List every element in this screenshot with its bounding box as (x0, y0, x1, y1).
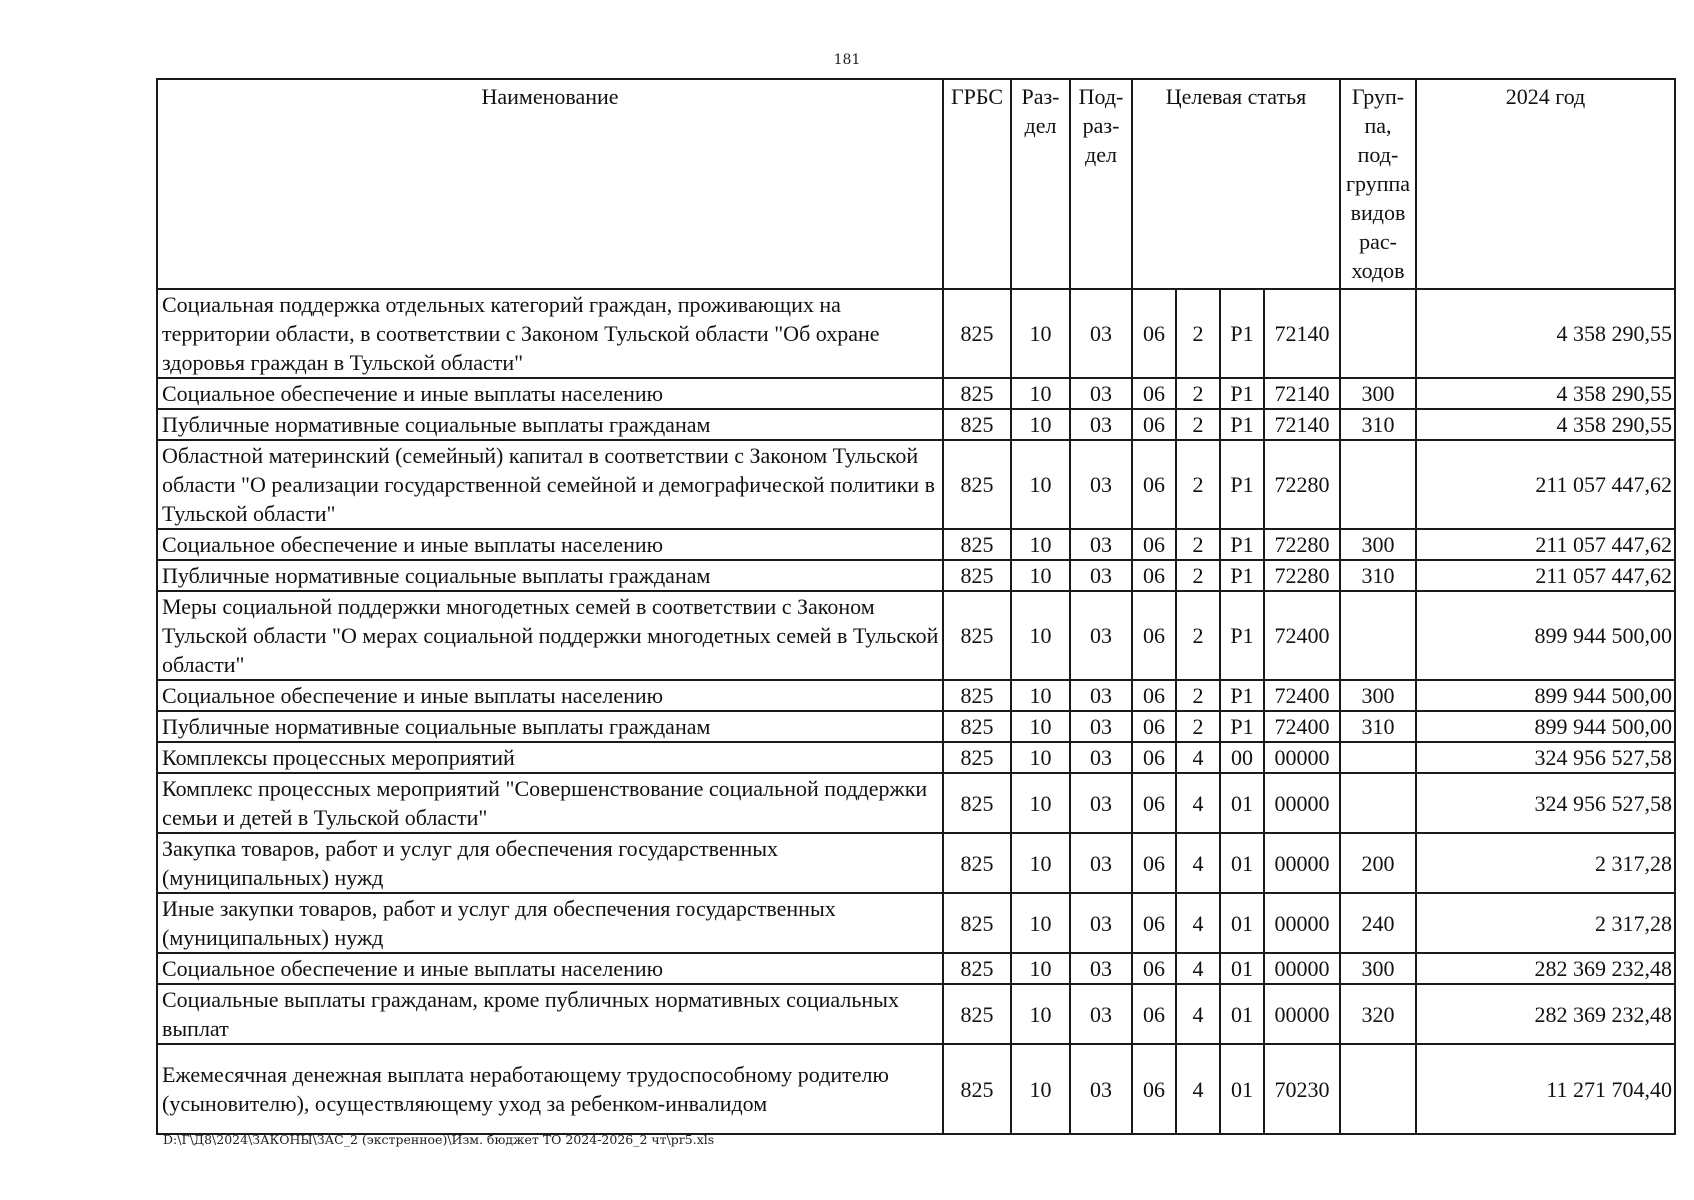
cell-amount: 324 956 527,58 (1416, 773, 1675, 833)
cell-t3: Р1 (1220, 560, 1264, 591)
cell-razdel: 10 (1011, 742, 1070, 773)
cell-t4: 70230 (1264, 1044, 1340, 1134)
table-row (157, 409, 1675, 440)
cell-t2: 4 (1176, 833, 1220, 893)
cell-group (1340, 773, 1416, 833)
cell-grbs: 825 (943, 289, 1011, 378)
cell-t3: 01 (1220, 984, 1264, 1044)
cell-podrazdel: 03 (1070, 1044, 1132, 1134)
table-body (157, 289, 1675, 1134)
cell-name: Комплексы процессных мероприятий (157, 742, 943, 773)
cell-grbs: 825 (943, 409, 1011, 440)
cell-t3: Р1 (1220, 289, 1264, 378)
cell-podrazdel: 03 (1070, 773, 1132, 833)
cell-t1: 06 (1132, 773, 1176, 833)
cell-t4: 72280 (1264, 529, 1340, 560)
header-podrazdel: Под- раз- дел (1070, 79, 1132, 289)
cell-grbs: 825 (943, 742, 1011, 773)
cell-podrazdel: 03 (1070, 984, 1132, 1044)
cell-razdel: 10 (1011, 409, 1070, 440)
table-row (157, 742, 1675, 773)
cell-grbs: 825 (943, 833, 1011, 893)
cell-group (1340, 289, 1416, 378)
cell-t4: 00000 (1264, 893, 1340, 953)
cell-amount: 4 358 290,55 (1416, 289, 1675, 378)
cell-t2: 2 (1176, 440, 1220, 529)
cell-t1: 06 (1132, 680, 1176, 711)
cell-t3: Р1 (1220, 440, 1264, 529)
cell-razdel: 10 (1011, 953, 1070, 984)
table-row (157, 984, 1675, 1044)
cell-t2: 4 (1176, 1044, 1220, 1134)
cell-name: Социальное обеспечение и иные выплаты населению (157, 378, 943, 409)
cell-amount: 2 317,28 (1416, 893, 1675, 953)
cell-name: Публичные нормативные социальные выплаты гражданам (157, 711, 943, 742)
cell-name: Социальное обеспечение и иные выплаты населению (157, 953, 943, 984)
cell-podrazdel: 03 (1070, 591, 1132, 680)
cell-t2: 2 (1176, 529, 1220, 560)
cell-t4: 00000 (1264, 953, 1340, 984)
cell-grbs: 825 (943, 440, 1011, 529)
cell-razdel: 10 (1011, 680, 1070, 711)
header-group: Груп- па, под- группа видов рас- ходов (1340, 79, 1416, 289)
cell-amount: 2 317,28 (1416, 833, 1675, 893)
cell-amount: 4 358 290,55 (1416, 378, 1675, 409)
cell-t2: 2 (1176, 711, 1220, 742)
cell-t2: 4 (1176, 893, 1220, 953)
cell-group (1340, 591, 1416, 680)
cell-t3: 01 (1220, 893, 1264, 953)
cell-grbs: 825 (943, 984, 1011, 1044)
cell-razdel: 10 (1011, 1044, 1070, 1134)
table-row (157, 711, 1675, 742)
cell-razdel: 10 (1011, 591, 1070, 680)
cell-grbs: 825 (943, 378, 1011, 409)
cell-amount: 4 358 290,55 (1416, 409, 1675, 440)
table-row (157, 289, 1675, 378)
cell-podrazdel: 03 (1070, 833, 1132, 893)
cell-t2: 4 (1176, 742, 1220, 773)
cell-amount: 11 271 704,40 (1416, 1044, 1675, 1134)
cell-group (1340, 440, 1416, 529)
cell-razdel: 10 (1011, 440, 1070, 529)
cell-t4: 00000 (1264, 833, 1340, 893)
cell-t3: 01 (1220, 953, 1264, 984)
cell-t1: 06 (1132, 591, 1176, 680)
cell-t4: 00000 (1264, 742, 1340, 773)
cell-t2: 4 (1176, 953, 1220, 984)
cell-group: 300 (1340, 680, 1416, 711)
cell-name: Социальные выплаты гражданам, кроме публичных нормативных социальных выплат (157, 984, 943, 1044)
cell-podrazdel: 03 (1070, 440, 1132, 529)
header-target: Целевая статья (1132, 79, 1340, 289)
cell-razdel: 10 (1011, 378, 1070, 409)
cell-t3: Р1 (1220, 711, 1264, 742)
cell-name: Закупка товаров, работ и услуг для обеспечения государственных (муниципальных) нужд (157, 833, 943, 893)
cell-t1: 06 (1132, 289, 1176, 378)
cell-group: 320 (1340, 984, 1416, 1044)
cell-t4: 72140 (1264, 289, 1340, 378)
cell-podrazdel: 03 (1070, 409, 1132, 440)
cell-amount: 282 369 232,48 (1416, 953, 1675, 984)
cell-podrazdel: 03 (1070, 529, 1132, 560)
cell-grbs: 825 (943, 591, 1011, 680)
cell-group: 300 (1340, 378, 1416, 409)
cell-amount: 211 057 447,62 (1416, 440, 1675, 529)
table-row (157, 378, 1675, 409)
cell-grbs: 825 (943, 773, 1011, 833)
cell-group: 310 (1340, 560, 1416, 591)
cell-t1: 06 (1132, 378, 1176, 409)
cell-t1: 06 (1132, 742, 1176, 773)
cell-razdel: 10 (1011, 560, 1070, 591)
cell-group: 300 (1340, 953, 1416, 984)
cell-group (1340, 742, 1416, 773)
cell-t2: 2 (1176, 680, 1220, 711)
cell-grbs: 825 (943, 893, 1011, 953)
cell-group: 240 (1340, 893, 1416, 953)
cell-amount: 899 944 500,00 (1416, 591, 1675, 680)
table-row (157, 953, 1675, 984)
cell-razdel: 10 (1011, 893, 1070, 953)
cell-podrazdel: 03 (1070, 680, 1132, 711)
cell-amount: 282 369 232,48 (1416, 984, 1675, 1044)
cell-grbs: 825 (943, 529, 1011, 560)
cell-t2: 2 (1176, 289, 1220, 378)
cell-t1: 06 (1132, 984, 1176, 1044)
cell-t1: 06 (1132, 833, 1176, 893)
table-row (157, 440, 1675, 529)
cell-podrazdel: 03 (1070, 742, 1132, 773)
cell-t3: Р1 (1220, 591, 1264, 680)
cell-podrazdel: 03 (1070, 953, 1132, 984)
header-name: Наименование (157, 79, 943, 289)
table-row (157, 560, 1675, 591)
cell-t3: Р1 (1220, 409, 1264, 440)
header-year: 2024 год (1416, 79, 1675, 289)
table-row (157, 893, 1675, 953)
cell-razdel: 10 (1011, 289, 1070, 378)
cell-t3: Р1 (1220, 378, 1264, 409)
cell-t4: 72140 (1264, 409, 1340, 440)
cell-name: Комплекс процессных мероприятий "Совершенствование социальной поддержки семьи и детей в Тульской области" (157, 773, 943, 833)
cell-t3: 01 (1220, 833, 1264, 893)
cell-razdel: 10 (1011, 711, 1070, 742)
cell-podrazdel: 03 (1070, 560, 1132, 591)
cell-grbs: 825 (943, 953, 1011, 984)
cell-name: Ежемесячная денежная выплата неработающему трудоспособному родителю (усыновителю), осуществляющему уход за ребенком-инвалидом (157, 1044, 943, 1134)
cell-razdel: 10 (1011, 773, 1070, 833)
table-row (157, 1044, 1675, 1134)
cell-name: Публичные нормативные социальные выплаты гражданам (157, 560, 943, 591)
cell-group: 200 (1340, 833, 1416, 893)
cell-amount: 899 944 500,00 (1416, 711, 1675, 742)
cell-grbs: 825 (943, 711, 1011, 742)
cell-name: Публичные нормативные социальные выплаты гражданам (157, 409, 943, 440)
cell-t1: 06 (1132, 1044, 1176, 1134)
cell-name: Иные закупки товаров, работ и услуг для обеспечения государственных (муниципальных) нужд (157, 893, 943, 953)
cell-group: 310 (1340, 409, 1416, 440)
cell-t2: 2 (1176, 378, 1220, 409)
cell-t4: 72400 (1264, 680, 1340, 711)
cell-t4: 72140 (1264, 378, 1340, 409)
cell-t2: 2 (1176, 560, 1220, 591)
cell-group: 300 (1340, 529, 1416, 560)
budget-table (156, 78, 1676, 1135)
cell-name: Социальная поддержка отдельных категорий граждан, проживающих на территории области, в соответствии с Законом Тульской области "Об охране здоровья граждан в Тульской области" (157, 289, 943, 378)
cell-t1: 06 (1132, 440, 1176, 529)
cell-t1: 06 (1132, 893, 1176, 953)
table-header-row (157, 79, 1675, 289)
table-row (157, 833, 1675, 893)
cell-amount: 211 057 447,62 (1416, 529, 1675, 560)
cell-razdel: 10 (1011, 833, 1070, 893)
cell-podrazdel: 03 (1070, 711, 1132, 742)
cell-t1: 06 (1132, 560, 1176, 591)
table-row (157, 529, 1675, 560)
cell-name: Социальное обеспечение и иные выплаты населению (157, 529, 943, 560)
cell-podrazdel: 03 (1070, 893, 1132, 953)
cell-group: 310 (1340, 711, 1416, 742)
cell-amount: 324 956 527,58 (1416, 742, 1675, 773)
table-row (157, 680, 1675, 711)
cell-razdel: 10 (1011, 984, 1070, 1044)
cell-name: Социальное обеспечение и иные выплаты населению (157, 680, 943, 711)
cell-t3: 00 (1220, 742, 1264, 773)
header-grbs: ГРБС (943, 79, 1011, 289)
cell-t2: 4 (1176, 773, 1220, 833)
cell-grbs: 825 (943, 680, 1011, 711)
cell-t1: 06 (1132, 953, 1176, 984)
table-row (157, 591, 1675, 680)
cell-t1: 06 (1132, 409, 1176, 440)
cell-t1: 06 (1132, 711, 1176, 742)
cell-t3: 01 (1220, 1044, 1264, 1134)
cell-grbs: 825 (943, 560, 1011, 591)
cell-t1: 06 (1132, 529, 1176, 560)
cell-podrazdel: 03 (1070, 378, 1132, 409)
cell-t3: Р1 (1220, 529, 1264, 560)
cell-t3: 01 (1220, 773, 1264, 833)
cell-t2: 2 (1176, 591, 1220, 680)
table-row (157, 773, 1675, 833)
file-path: D:\Г\Д8\2024\ЗАКОНЫ\ЗАС_2 (экстренное)\Изм. бюджет ТО 2024-2026_2 чт\pr5.xls (163, 1132, 715, 1147)
cell-name: Областной материнский (семейный) капитал в соответствии с Законом Тульской области "О реализации государственной семейной и демографической политики в Тульской области" (157, 440, 943, 529)
cell-t4: 72280 (1264, 440, 1340, 529)
cell-t4: 72400 (1264, 591, 1340, 680)
cell-amount: 211 057 447,62 (1416, 560, 1675, 591)
cell-t4: 00000 (1264, 984, 1340, 1044)
cell-t2: 4 (1176, 984, 1220, 1044)
cell-t4: 00000 (1264, 773, 1340, 833)
cell-razdel: 10 (1011, 529, 1070, 560)
cell-grbs: 825 (943, 1044, 1011, 1134)
cell-t4: 72280 (1264, 560, 1340, 591)
cell-group (1340, 1044, 1416, 1134)
cell-t2: 2 (1176, 409, 1220, 440)
cell-podrazdel: 03 (1070, 289, 1132, 378)
cell-amount: 899 944 500,00 (1416, 680, 1675, 711)
page-number: 181 (833, 52, 861, 68)
cell-t3: Р1 (1220, 680, 1264, 711)
header-razdel: Раз- дел (1011, 79, 1070, 289)
cell-t4: 72400 (1264, 711, 1340, 742)
cell-name: Меры социальной поддержки многодетных семей в соответствии с Законом Тульской области "О мерах социальной поддержки многодетных семей в Тульской области" (157, 591, 943, 680)
